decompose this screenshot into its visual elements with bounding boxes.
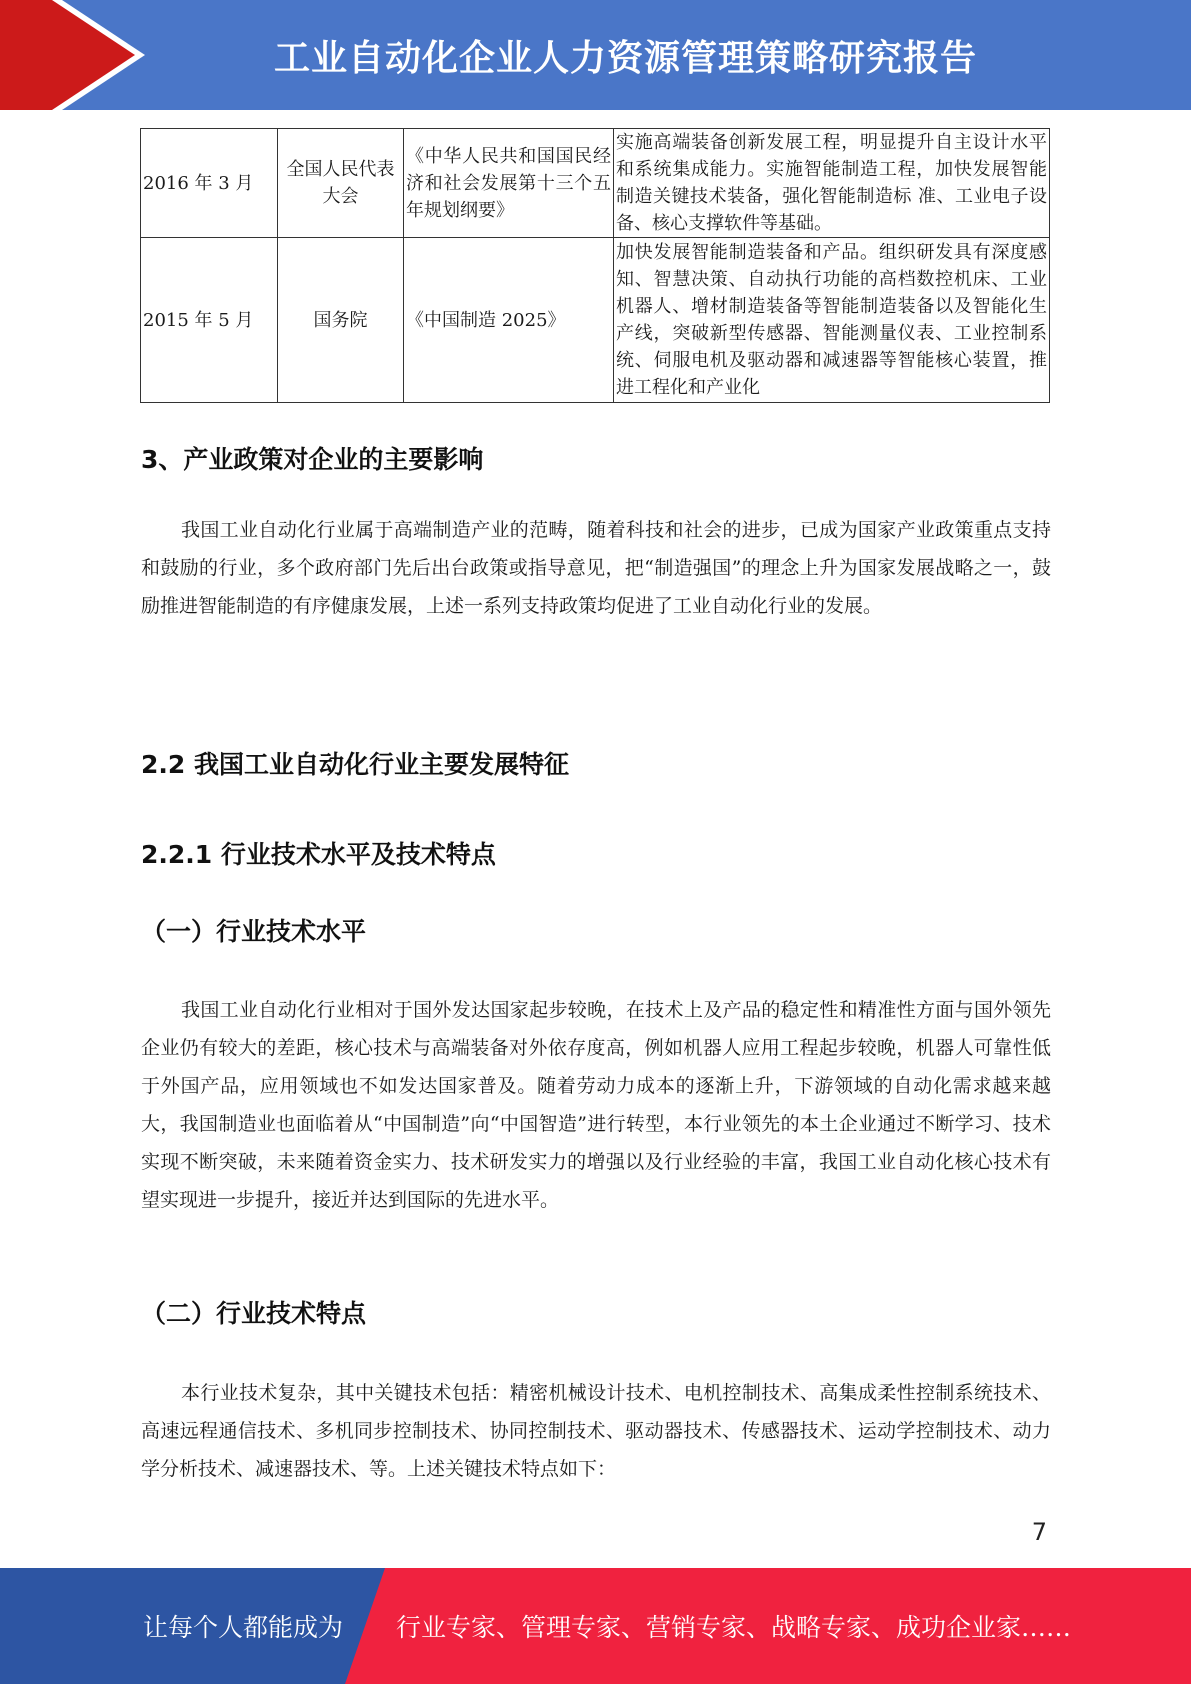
section-heading-policy-impact: 3、产业政策对企业的主要影响: [141, 445, 484, 474]
table-cell-org: 国务院: [278, 238, 404, 403]
table-cell-date: 2015 年 5 月: [141, 238, 278, 403]
section-heading-2-2-1: 2.2.1 行业技术水平及技术特点: [141, 840, 496, 869]
report-title: 工业自动化企业人力资源管理策略研究报告: [273, 37, 977, 79]
table-row: [141, 238, 1050, 403]
table-cell-date: 2016 年 3 月: [141, 129, 278, 238]
paragraph-policy-impact: 我国工业自动化行业属于高端制造产业的范畴，随着科技和社会的进步，已成为国家产业政策重点支持和鼓励的行业，多个政府部门先后出台政策或指导意见，把“制造强国”的理念上升为国家发展战略之一，鼓励推进智能制造的有序健康发展，上述一系列支持政策均促进了工业自动化行业的发展。: [141, 519, 1051, 617]
paragraph-tech-level: 我国工业自动化行业相对于国外发达国家起步较晚，在技术上及产品的稳定性和精准性方面与国外领先企业仍有较大的差距，核心技术与高端装备对外依存度高，例如机器人应用工程起步较晚，机器人可靠性低于外国产品，应用领域也不如发达国家普及。随着劳动力成本的逐渐上升，下游领域的自动化需求越来越大，我国制造业也面临着从“中国制造”向“中国智造”进行转型，本行业领先的本土企业通过不断学习、技术实现不断突破，未来随着资金实力、技术研发实力的增强以及行业经验的丰富，我国工业自动化核心技术有望实现进一步提升，接近并达到国际的先进水平。: [141, 999, 1051, 1211]
subsection-heading-tech-level: （一）行业技术水平: [141, 917, 367, 946]
table-cell-document: 《中华人民共和国国民经济和社会发展第十三个五年规划纲要》: [404, 129, 614, 238]
footer-slogan-right: 行业专家、管理专家、营销专家、战略专家、成功企业家……: [396, 1613, 1072, 1642]
footer-banner: [0, 1568, 1191, 1684]
table-cell-content: 加快发展智能制造装备和产品。组织研发具有深度感知、智慧决策、自动执行功能的高档数控机床、工业机器人、增材制造装备等智能制造装备以及智能化生产线，突破新型传感器、智能测量仪表、工业控制系统、伺服电机及驱动器和减速器等智能核心装置，推进工程化和产业化: [614, 238, 1050, 403]
table-cell-org: 全国人民代表大会: [278, 129, 404, 238]
page-number: 7: [1031, 1518, 1047, 1546]
section-heading-2-2: 2.2 我国工业自动化行业主要发展特征: [141, 750, 569, 779]
subsection-heading-tech-features: （二）行业技术特点: [141, 1299, 367, 1328]
paragraph-tech-features: 本行业技术复杂，其中关键技术包括：精密机械设计技术、电机控制技术、高集成柔性控制系统技术、高速远程通信技术、多机同步控制技术、协同控制技术、驱动器技术、传感器技术、运动学控制技术、动力学分析技术、减速器技术、等。上述关键技术特点如下：: [141, 1382, 1051, 1480]
policy-table: [140, 128, 1050, 403]
table-row: [141, 129, 1050, 238]
header-banner: [0, 0, 1191, 110]
table-cell-document: 《中国制造 2025》: [404, 238, 614, 403]
table-cell-content: 实施高端装备创新发展工程，明显提升自主设计水平和系统集成能力。实施智能制造工程，加快发展智能制造关键技术装备，强化智能制造标 准、工业电子设备、核心支撑软件等基础。: [614, 129, 1050, 238]
footer-slogan-left: 让每个人都能成为: [143, 1613, 344, 1642]
